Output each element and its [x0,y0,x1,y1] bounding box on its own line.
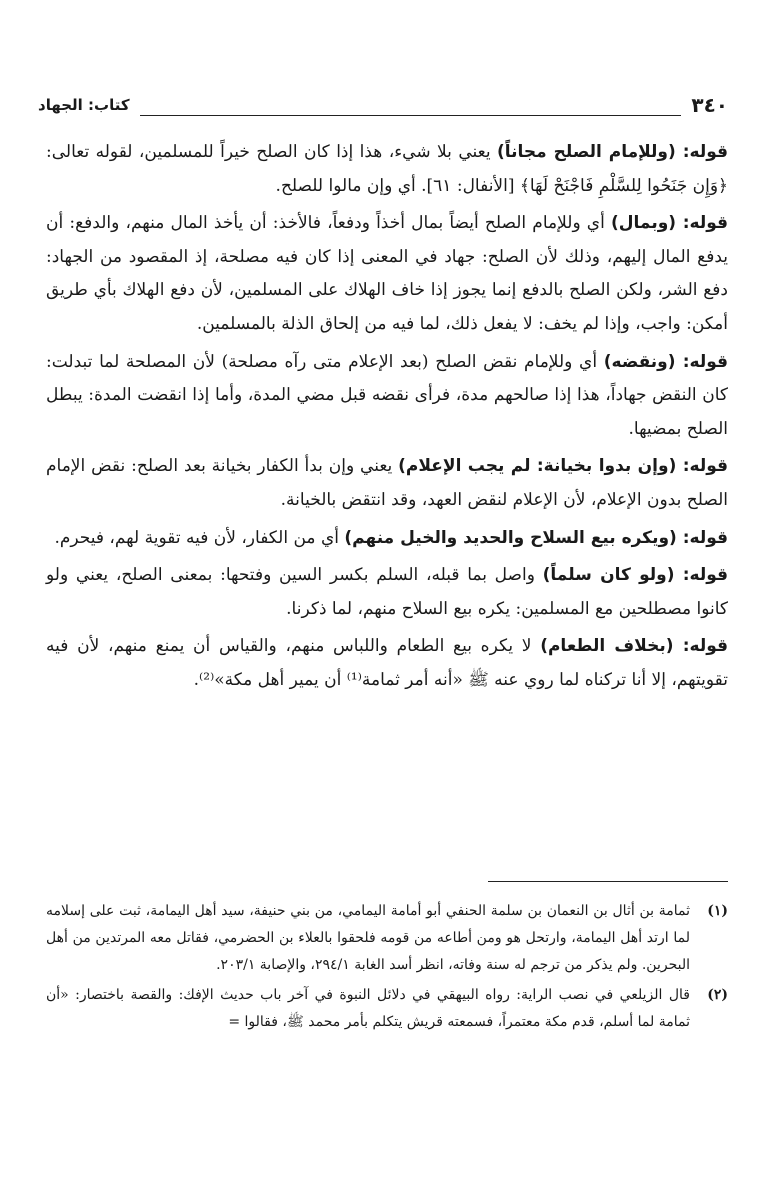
footnote-separator [488,881,728,882]
paragraph-lead: قوله: (ونقضه) [603,351,728,372]
paragraph-lead: قوله: (وبمال) [611,213,728,234]
paragraph-lead: قوله: (ولو كان سلماً) [542,565,729,586]
paragraph-lead: قوله: (بخلاف الطعام) [540,636,728,657]
paragraph-text: واصل بما قبله، السلم بكسر السين وفتحها: بمعنى الصلح، يعني ولو كانوا مصطلحين مع المسلمين: يكره بيع السلاح منهم، لما ذكرنا. [46,565,728,619]
paragraph-text: لا يكره بيع الطعام واللباس منهم، والقياس أن يمنع منهم، لأن فيه تقويتهم، إلا أنا تركناه لما روي عنه ﷺ «أنه أمر ثمامة⁽¹⁾ أن يمير أهل مكة»⁽²⁾. [46,636,728,690]
paragraph-lead: قوله: (ويكره بيع السلاح والحديد والخيل منهم) [344,527,728,548]
header-rule [140,102,682,116]
paragraph [46,559,728,626]
paragraph [46,450,728,517]
footnote [46,898,728,979]
paragraph-text: أي وللإمام نقض الصلح (بعد الإعلام متى رآه مصلحة) لأن المصلحة لما تبدلت: كان النقض جهاداً، هذا إذا صالحهم مدة، فرأى نقضه قبل مضي المدة، وأما إذا انقضت المدة: يبطل الصلح بمضيها. [46,351,728,439]
footnote-text: ثمامة بن أثال بن النعمان بن سلمة الحنفي أبو أمامة اليمامي، من بني حنيفة، سيد أهل اليمامة، ثبت على إسلامه لما ارتد أهل اليمامة، وارتحل هو ومن أطاعه من قومه فلحقوا بالعلاء بن الحضرمي، فقاتل معه المرتدين من أهل البحرين. ولم يذكر من ترجم له سنة وفاته، انظر أسد الغابة ٢٩٤/١، والإصابة ٢٠٣/١. [46,903,690,973]
paragraph [46,346,728,447]
paragraph [46,136,728,203]
paragraph [46,522,728,556]
paragraph-text: يعني وإن بدأ الكفار بخيانة بعد الصلح: نقض الإمام الصلح بدون الإعلام، لأن الإعلام لنقض العهد، وقد انتقض بالخيانة. [46,456,728,510]
paragraph [46,630,728,697]
paragraph-text: أي من الكفار، لأن فيه تقوية لهم، فيحرم. [54,527,345,548]
page-number: ٣٤٠ [691,93,728,117]
footnotes [46,898,728,1039]
paragraph-lead: قوله: (وإن بدوا بخيانة: لم يجب الإعلام) [398,456,728,477]
page-header [38,92,728,116]
book-title: كتاب: الجهاد [38,96,130,114]
paragraph-text: يعني بلا شيء، هذا إذا كان الصلح خيراً للمسلمين، لقوله تعالى: ﴿وَإِن جَنَحُوا لِلسَّلْمِ فَاجْنَحْ لَهَا﴾ [الأنفال: ٦١]. أي وإن مالوا للصلح. [46,142,728,196]
footnote-mark: (١) [707,903,728,919]
paragraph-lead: قوله: (وللإمام الصلح مجاناً) [497,142,728,162]
footnote-mark: (٢) [707,987,728,1003]
footnote [46,982,728,1036]
main-text [46,136,728,702]
footnote-text: قال الزيلعي في نصب الراية: رواه البيهقي في دلائل النبوة في آخر باب حديث الإفك: والقصة باختصار: «أن ثمامة لما أسلم، قدم مكة معتمراً، فسمعته قريش يتكلم بأمر محمد ﷺ، فقالوا = [46,987,690,1030]
paragraph-text: أي وللإمام الصلح أيضاً بمال أخذاً ودفعاً، فالأخذ: أن يأخذ المال منهم، والدفع: أن يدفع المال إليهم، وذلك لأن الصلح: جهاد في المعنى إذا كان فيه مصلحة، إذ المقصود من الجهاد: دفع الشر، ولكن الصلح بالدفع إنما يجوز إذا خاف الهلاك على المسلمين، لأن دفع الهلاك بأي طريق أمكن: واجب، وإذا لم يخف: لا يفعل ذلك، لما فيه من إلحاق الذلة بالمسلمين. [46,213,728,334]
paragraph [46,207,728,341]
